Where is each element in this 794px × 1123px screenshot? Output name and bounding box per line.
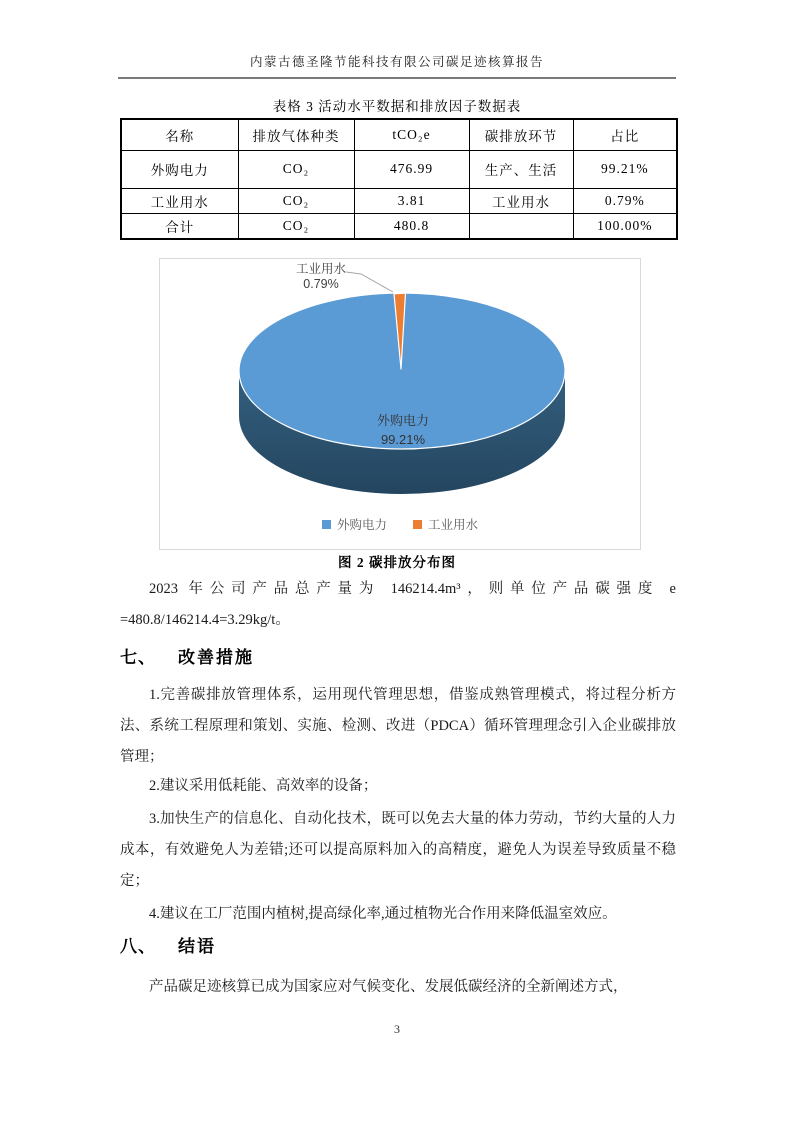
cell-share-electricity: 99.21% bbox=[573, 150, 677, 188]
page-header-title: 内蒙古德圣隆节能科技有限公司碳足迹核算报告 bbox=[249, 55, 544, 69]
paragraph-measure-4: 4.建议在工厂范围内植树,提高绿化率,通过植物光合作用来降低温室效应。 bbox=[149, 906, 617, 922]
pie-label-electricity-pct: 99.21% bbox=[380, 432, 426, 447]
cell-name-total: 合计 bbox=[121, 213, 238, 239]
table-row-total bbox=[121, 213, 677, 239]
section7-numeral: 七、 bbox=[120, 648, 156, 667]
carbon-intensity-line1: 2023 年公司产品总产量为 146214.4m³，则单位产品碳强度 e bbox=[149, 581, 676, 597]
emission-data-table bbox=[120, 118, 678, 240]
pie-chart-area bbox=[159, 258, 641, 550]
legend-swatch-electricity-icon bbox=[322, 520, 331, 529]
col-header-name: 名称 bbox=[121, 119, 238, 150]
cell-gas-electricity: CO₂ bbox=[238, 150, 354, 188]
col-header-share: 占比 bbox=[573, 119, 677, 150]
section-heading-improvement bbox=[120, 643, 254, 668]
section-heading-conclusion bbox=[120, 932, 216, 957]
paragraph-measure-3: 3.加快生产的信息化、自动化技术，既可以免去大量的体力劳动，节约大量的人力成本，有效避免人为差错;还可以提高原料加入的高精度，避免人为误差导致质量不稳定； bbox=[120, 811, 676, 889]
table-row-electricity bbox=[121, 150, 677, 188]
cell-name-electricity: 外购电力 bbox=[121, 150, 238, 188]
chart-legend bbox=[160, 515, 640, 533]
pie-label-water-name: 工业用水 bbox=[295, 262, 346, 276]
section8-numeral: 八、 bbox=[120, 937, 156, 956]
header-rule bbox=[118, 77, 676, 79]
cell-tco2e-water: 3.81 bbox=[354, 188, 469, 213]
cell-share-water: 0.79% bbox=[573, 188, 677, 213]
table-header-row bbox=[121, 119, 677, 150]
pie-label-electricity bbox=[347, 411, 459, 449]
cell-stage-electricity: 生产、生活 bbox=[469, 150, 573, 188]
cell-gas-total: CO₂ bbox=[238, 213, 354, 239]
pie-label-electricity-name: 外购电力 bbox=[376, 413, 429, 428]
legend-label-electricity: 外购电力 bbox=[336, 518, 387, 532]
cell-tco2e-total: 480.8 bbox=[354, 213, 469, 239]
cell-share-total: 100.00% bbox=[573, 213, 677, 239]
table-row-water bbox=[121, 188, 677, 213]
section8-title: 结语 bbox=[178, 937, 216, 956]
paragraph-measure-2: 2.建议采用低耗能、高效率的设备； bbox=[149, 778, 378, 794]
col-header-emission-stage: 碳排放环节 bbox=[469, 119, 573, 150]
cell-tco2e-electricity: 476.99 bbox=[354, 150, 469, 188]
col-header-gas-type: 排放气体种类 bbox=[238, 119, 354, 150]
cell-gas-water: CO₂ bbox=[238, 188, 354, 213]
legend-label-water: 工业用水 bbox=[428, 518, 479, 532]
col-header-tco2e: tCO₂e bbox=[354, 119, 469, 150]
legend-item-water bbox=[413, 515, 478, 533]
pie-label-water bbox=[270, 262, 372, 292]
cell-name-water: 工业用水 bbox=[121, 188, 238, 213]
carbon-intensity-line2: =480.8/146214.4=3.29kg/t。 bbox=[120, 612, 290, 628]
pie-chart-svg bbox=[160, 259, 640, 549]
pie-label-water-pct: 0.79% bbox=[303, 277, 339, 291]
paragraph-carbon-intensity bbox=[120, 574, 676, 636]
cell-stage-water: 工业用水 bbox=[469, 188, 573, 213]
legend-swatch-water-icon bbox=[413, 520, 422, 529]
table-title: 表格 3 活动水平数据和排放因子数据表 bbox=[272, 99, 522, 114]
page-number: 3 bbox=[394, 1022, 400, 1036]
figure-caption: 图 2 碳排放分布图 bbox=[338, 555, 456, 570]
cell-stage-total bbox=[469, 213, 573, 239]
paragraph-conclusion-intro: 产品碳足迹核算已成为国家应对气候变化、发展低碳经济的全新阐述方式， bbox=[149, 979, 628, 995]
legend-item-electricity bbox=[322, 515, 387, 533]
section7-title: 改善措施 bbox=[178, 648, 254, 667]
paragraph-measure-1: 1.完善碳排放管理体系，运用现代管理思想，借鉴成熟管理模式，将过程分析方法、系统工程原理和策划、实施、检测、改进（PDCA）循环管理理念引入企业碳排放管理； bbox=[120, 687, 676, 765]
